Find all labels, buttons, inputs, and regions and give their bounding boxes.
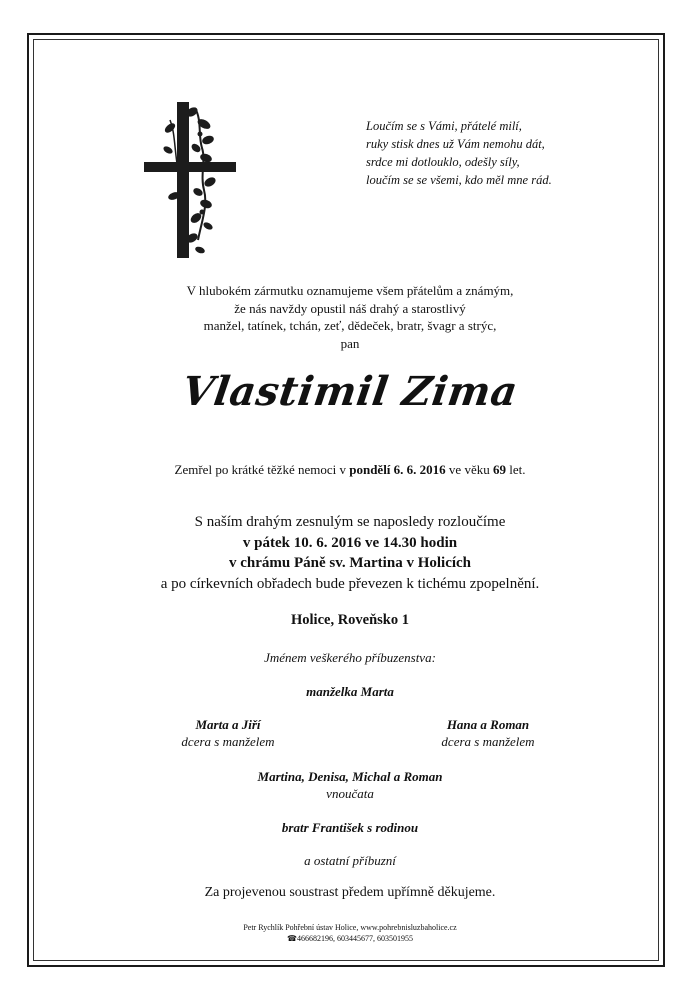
- poem-line: loučím se se všemi, kdo měl mne rád.: [366, 173, 552, 187]
- intro-line: V hlubokém zármutku oznamujeme všem přátelům a známým,: [186, 283, 514, 298]
- other-relatives: a ostatní příbuzní: [304, 853, 396, 868]
- poem-line: Loučím se s Vámi, přátelé milí,: [366, 119, 522, 133]
- phone-icon: ☎: [287, 934, 297, 943]
- poem: [366, 117, 646, 189]
- intro-line: že nás navždy opustil náš drahý a starostlivý: [234, 300, 466, 316]
- brother: bratr František s rodinou: [281, 820, 419, 835]
- death-middle: ve věku: [445, 462, 493, 477]
- grandchildren-names: Martina, Denisa, Michal a Roman: [257, 769, 443, 784]
- farewell-line: a po církevních obřadech bude převezen k tichému zpopelnění.: [160, 575, 540, 592]
- death-prefix: Zemřel po krátké těžké nemoci v: [174, 462, 350, 477]
- family-left: [128, 716, 328, 750]
- footer: [50, 922, 650, 944]
- behalf-line: Jménem veškerého příbuzenstva:: [264, 650, 436, 665]
- address: Holice, Roveňsko 1: [290, 612, 409, 628]
- ceremony-date: v pátek 10. 6. 2016 ve 14.30 hodin: [242, 534, 458, 551]
- death-suffix: let.: [505, 462, 526, 477]
- footer-phones: [50, 933, 650, 944]
- death-age: 69: [492, 462, 506, 477]
- phone-numbers: 466682196, 603445677, 603501955: [296, 934, 413, 943]
- farewell-line: S naším drahým zesnulým se naposledy rozloučíme: [194, 514, 506, 530]
- family-role: dcera s manželem: [181, 734, 275, 749]
- family-names: Hana a Roman: [446, 717, 530, 732]
- thanks-line: Za projevenou soustrast předem upřímně děkujeme.: [204, 885, 496, 900]
- spouse: manželka Marta: [306, 684, 394, 699]
- poem-line: srdce mi dotlouklo, odešly síly,: [366, 155, 520, 169]
- grandchildren-role: vnoučata: [326, 786, 374, 801]
- cross-with-flowers-icon: [140, 100, 240, 260]
- footer-company: Petr Rychlík Pohřební ústav Holice, www.pohrebnisluzbaholice.cz: [243, 923, 457, 932]
- death-notice: [50, 462, 650, 478]
- family-right: [388, 716, 588, 750]
- deceased-name: Vlastimil Zima: [179, 368, 521, 415]
- family-role: dcera s manželem: [441, 734, 535, 749]
- intro-line: manžel, tatínek, tchán, zeť, dědeček, bratr, švagr a strýc,: [203, 318, 497, 333]
- poem-line: ruky stisk dnes už Vám nemohu dát,: [366, 137, 545, 151]
- farewell-info: [50, 512, 650, 594]
- death-date: pondělí 6. 6. 2016: [349, 462, 446, 477]
- ceremony-place: v chrámu Páně sv. Martina v Holicích: [228, 555, 472, 571]
- announcement-intro: [50, 282, 650, 352]
- intro-line: pan: [340, 335, 360, 351]
- grandchildren: [50, 768, 650, 802]
- family-names: Marta a Jiří: [195, 717, 261, 732]
